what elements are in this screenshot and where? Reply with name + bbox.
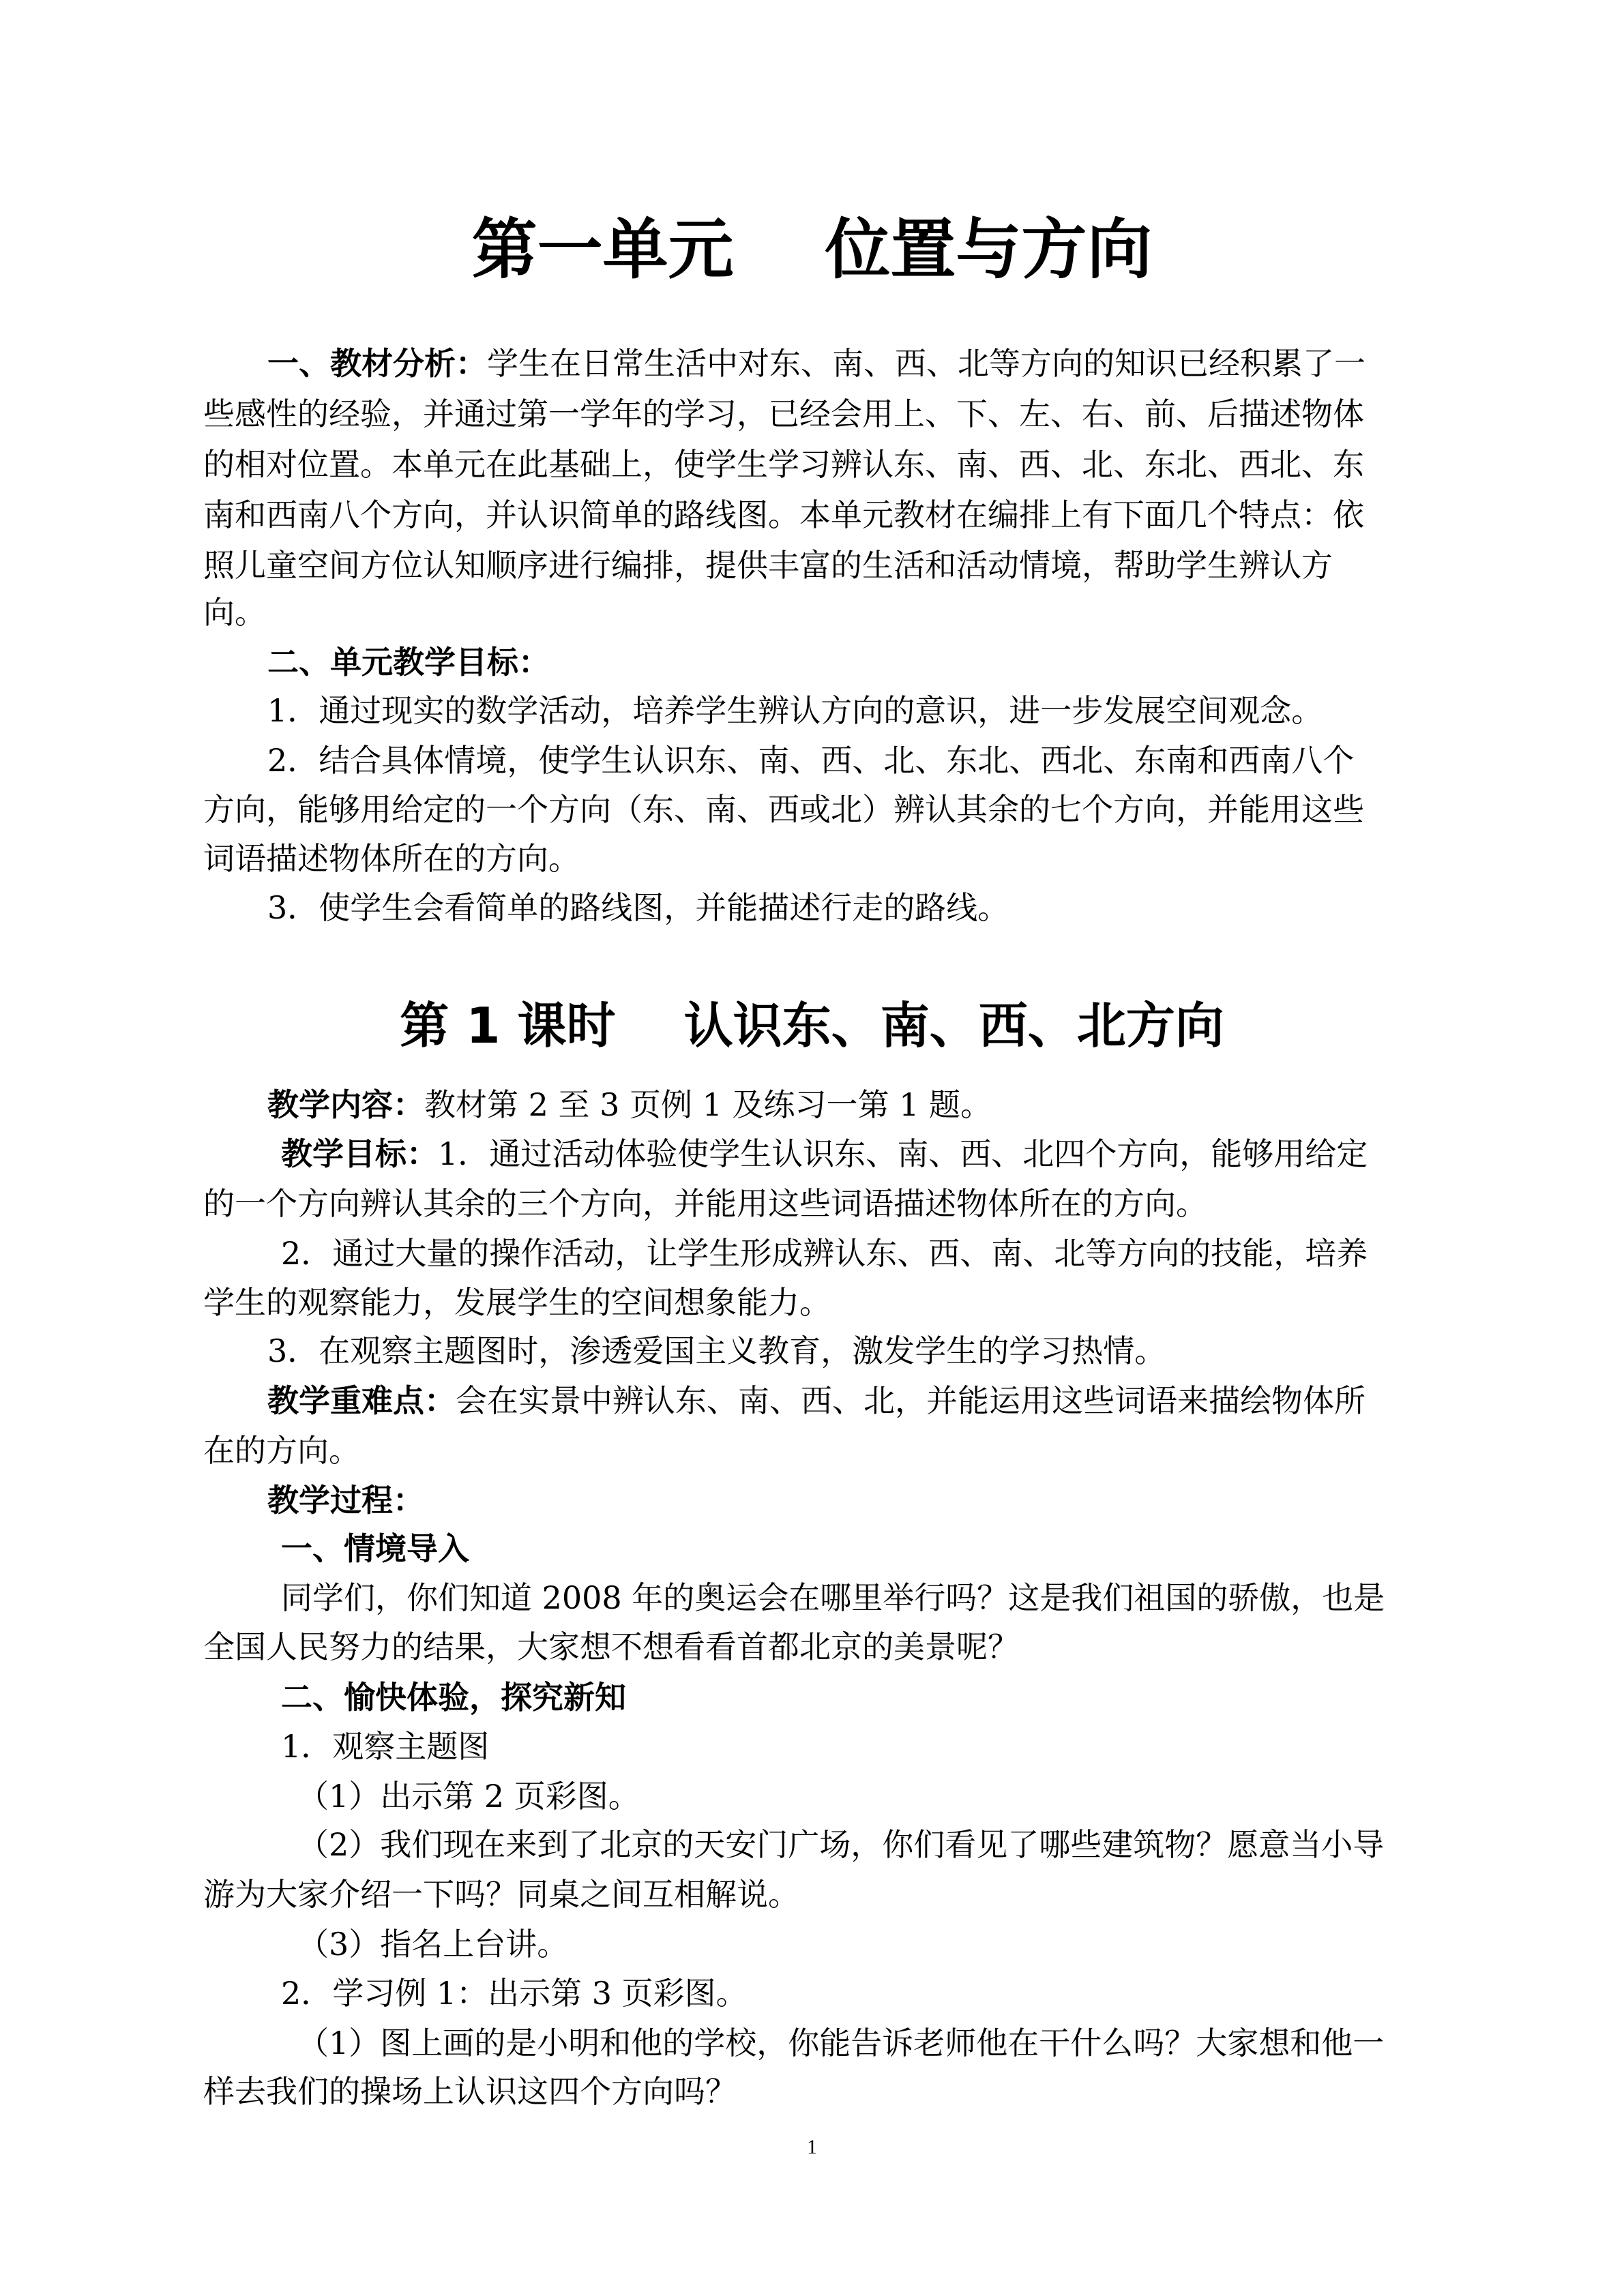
part2-line-4: 游为大家介绍一下吗？同桌之间互相解说。: [203, 1876, 799, 1913]
part2-line-3: （2）我们现在来到了北京的天安门广场，你们看见了哪些建筑物？愿意当小导: [297, 1826, 1385, 1863]
part1-line-2: 全国人民努力的结果，大家想不想看看首都北京的美景呢？: [203, 1628, 1019, 1665]
difficulty-label: 教学重难点：: [267, 1382, 456, 1419]
section1-label: 一、教材分析：: [267, 345, 487, 382]
section2-line-5: 3．使学生会看简单的路线图，并能描述行走的路线。: [267, 889, 1009, 926]
section2-line-1: 1．通过现实的数学活动，培养学生辨认方向的意识，进一步发展空间观念。: [267, 692, 1323, 729]
process-heading: [267, 1482, 424, 1519]
part2-heading-text: 二、愉快体验，探究新知: [281, 1679, 626, 1716]
section1-text: 学生在日常生活中对东、南、西、北等方向的知识已经积累了一: [487, 345, 1365, 382]
section1-line-5: 照儿童空间方位认知顺序进行编排，提供丰富的生活和活动情境，帮助学生辨认方: [203, 547, 1333, 584]
section1-line-2: 些感性的经验，并通过第一学年的学习，已经会用上、下、左、右、前、后描述物体: [203, 396, 1364, 432]
part2-line-8: 样去我们的操场上认识这四个方向吗？: [203, 2073, 737, 2110]
part1-heading: [281, 1530, 469, 1567]
section2-label: 二、单元教学目标：: [267, 644, 550, 681]
goals-line-5: 3．在观察主题图时，渗透爱国主义教育，激发学生的学习热情。: [267, 1332, 1166, 1369]
goals-line-2: 的一个方向辨认其余的三个方向，并能用这些词语描述物体所在的方向。: [203, 1185, 1207, 1222]
section2-line-2: 2．结合具体情境，使学生认识东、南、西、北、东北、西北、东南和西南八个: [267, 742, 1355, 779]
part1-heading-text: 一、情境导入: [281, 1530, 469, 1567]
goals-line-1: [281, 1135, 1368, 1172]
content-label: 教学内容：: [267, 1086, 424, 1123]
difficulty-line-1: [267, 1382, 1365, 1419]
content-text: 教材第 2 至 3 页例 1 及练习一第 1 题。: [424, 1086, 992, 1123]
goals-text: 1．通过活动体验使学生认识东、南、西、北四个方向，能够用给定: [438, 1135, 1368, 1172]
part2-line-2: （1）出示第 2 页彩图。: [297, 1778, 640, 1815]
part2-line-7: （1）图上画的是小明和他的学校，你能告诉老师他在干什么吗？大家想和他一: [297, 2025, 1385, 2061]
goals-label: 教学目标：: [281, 1135, 438, 1172]
process-label: 教学过程：: [267, 1482, 424, 1519]
goals-line-4: 学生的观察能力，发展学生的空间想象能力。: [203, 1284, 831, 1321]
part2-line-5: （3）指名上台讲。: [297, 1926, 569, 1963]
section1-line-6: 向。: [203, 594, 266, 631]
lesson-title: 第 1 课时 认识东、南、西、北方向: [400, 997, 1224, 1054]
part1-line-1: 同学们，你们知道 2008 年的奥运会在哪里举行吗？这是我们祖国的骄傲，也是: [281, 1579, 1385, 1616]
part2-heading: [281, 1679, 626, 1716]
section2-line-4: 词语描述物体所在的方向。: [203, 840, 580, 877]
unit-title: 第一单元 位置与方向: [471, 211, 1153, 288]
goals-line-3: 2．通过大量的操作活动，让学生形成辨认东、西、南、北等方向的技能，培养: [281, 1235, 1368, 1272]
section2-line-3: 方向，能够用给定的一个方向（东、南、西或北）辨认其余的七个方向，并能用这些: [203, 791, 1364, 828]
section2-heading: [267, 644, 550, 681]
page-number: 1: [807, 2136, 817, 2158]
section1-line-1: [267, 345, 1365, 382]
section1-line-3: 的相对位置。本单元在此基础上，使学生学习辨认东、南、西、北、东北、西北、东: [203, 446, 1364, 483]
section1-line-4: 南和西南八个方向，并认识简单的路线图。本单元教材在编排上有下面几个特点：依: [203, 496, 1364, 533]
difficulty-line-2: 在的方向。: [203, 1432, 360, 1469]
content-line: [267, 1086, 992, 1123]
part2-line-1: 1．观察主题图: [281, 1728, 490, 1765]
difficulty-text: 会在实景中辨认东、南、西、北，并能运用这些词语来描绘物体所: [456, 1382, 1365, 1419]
part2-line-6: 2．学习例 1：出示第 3 页彩图。: [281, 1975, 748, 2012]
